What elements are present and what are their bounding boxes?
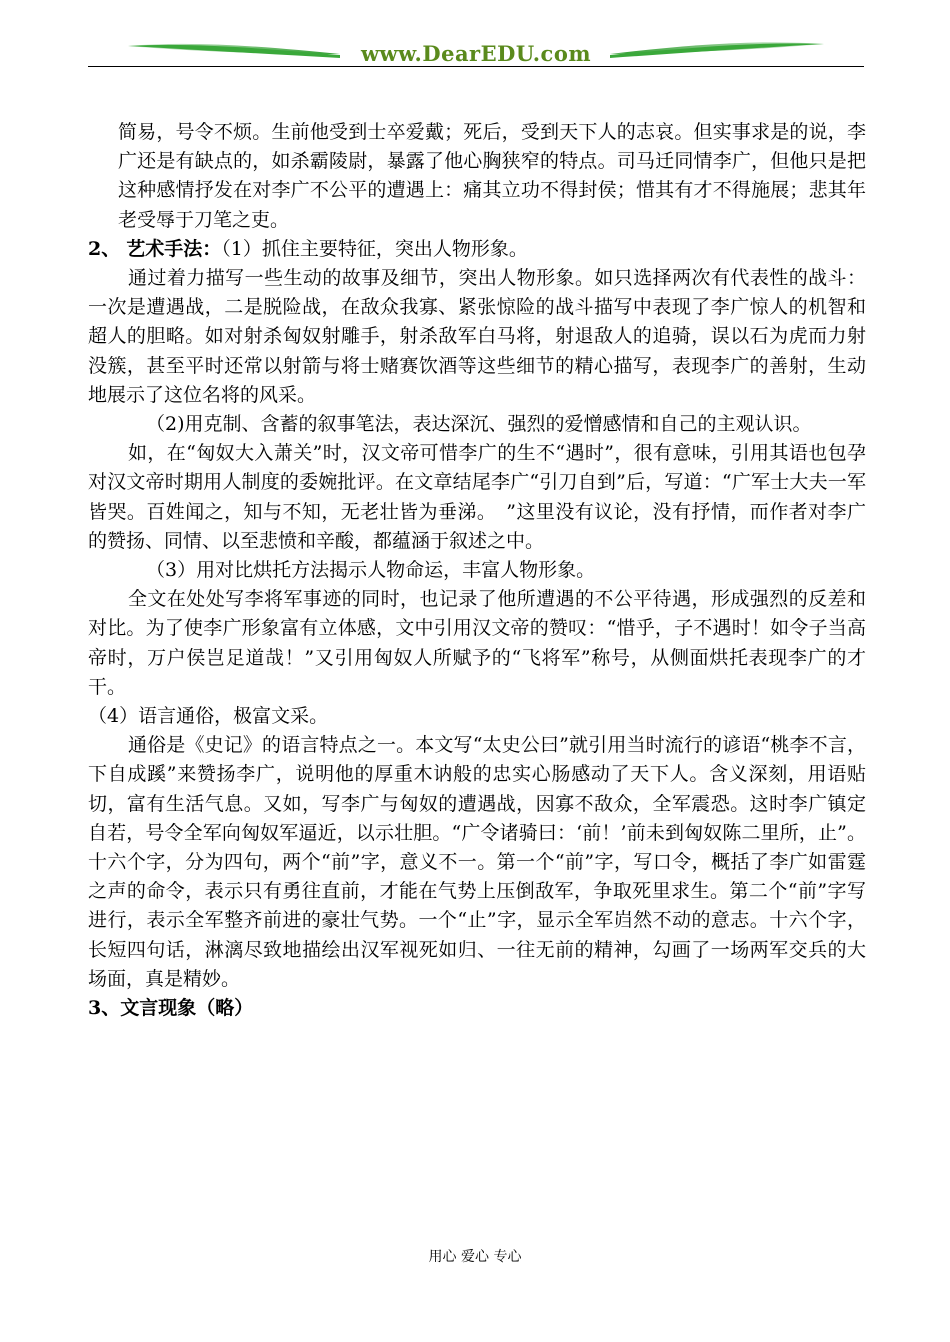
header-rule <box>88 66 864 67</box>
section-title: 艺术手法： <box>126 237 222 260</box>
section-heading-classical-language <box>88 994 866 1023</box>
point-2-label: （2)用克制、含蓄的叙事笔法，表达深沉、强烈的爱憎感情和自己的主观认识。 <box>146 413 812 436</box>
site-url: www.DearEDU.com <box>360 41 592 66</box>
paragraph-point-3: 全文在处处写李将军事迹的同时，也记录了他所遭遇的不公平待遇，形成强烈的反差和对比。为了使李广形象富有立体感，文中引用汉文帝的赞叹：“惜乎，子不遇时！如令子当高帝时，万户侯岂足道哉！”又引用匈奴人所赋予的“飞将军”称号，从侧面烘托表现李广的才干。 <box>88 588 866 698</box>
point-3-label: （3）用对比烘托方法揭示人物命运，丰富人物形象。 <box>146 559 596 582</box>
page-footer: 用心 爱心 专心 <box>428 1249 522 1265</box>
point-4-label: （4）语言通俗，极富文采。 <box>88 705 329 728</box>
point-1-label: （1）抓住主要特征，突出人物形象。 <box>221 237 528 260</box>
paragraph-point-2: 如，在“匈奴大入萧关”时，汉文帝可惜李广的生不“遇时”，很有意味，引用其语也包孕对汉文帝时期用人制度的委婉批评。在文章结尾李广“引刀自到”后，写道：“广军士大夫一军皆哭。百姓闻之，知与不知，无老壮皆为垂涕。 ”这里没有议论，没有抒情，而作者对李广的赞扬、同情、以至悲愤和辛酸，都蕴涵于叙述之中。 <box>88 442 866 552</box>
paragraph-point-1: 通过着力描写一些生动的故事及细节，突出人物形象。如只选择两次有代表性的战斗：一次是遭遇战，二是脱险战，在敌众我寡、紧张惊险的战斗描写中表现了李广惊人的机智和超人的胆略。如对射杀匈奴射雕手，射杀敌军白马将，射退敌人的追骑，误以石为虎而力射没簇，甚至平时还常以射箭与将士赌赛饮酒等这些细节的精心描写，表现李广的善射，生动地展示了这位名将的风采。 <box>88 267 866 406</box>
paragraph-li-guang-assessment: 简易，号令不烦。生前他受到士卒爱戴；死后，受到天下人的志哀。但实事求是的说，李广还是有缺点的，如杀霸陵尉，暴露了他心胸狭窄的特点。司马迁同情李广，但他只是把这种感情抒发在对李广不公平的遭遇上：痛其立功不得封侯；惜其有才不得施展；悲其年老受辱于刀笔之吏。 <box>118 121 866 231</box>
section-number: 2、 <box>88 237 121 260</box>
document-body <box>88 118 866 1023</box>
section-3-title: 3、文言现象（略） <box>88 997 254 1020</box>
paragraph-point-4: 通俗是《史记》的语言特点之一。本文写“太史公曰”就引用当时流行的谚语“桃李不言，下自成蹊”来赞扬李广，说明他的厚重木讷般的忠实心肠感动了天下人。含义深刻，用语贴切，富有生活气息。又如，写李广与匈奴的遭遇战，因寡不敌众，全军震恐。这时李广镇定自若，号令全军向匈奴军逼近，以示壮胆。“广令诸骑曰：‘前！’前未到匈奴陈二里所，止”。十六个字，分为四句，两个“前”字，意义不一。第一个“前”字，写口令，概括了李广如雷霆之声的命令，表示只有勇往直前，才能在气势上压倒敌军，争取死里求生。第二个“前”字写进行，表示全军整齐前进的豪壮气势。一个“止”字，显示全军岿然不动的意志。十六个字，长短四句话，淋漓尽致地描绘出汉军视死如归、一往无前的精神，勾画了一场两军交兵的大场面，真是精妙。 <box>88 734 866 990</box>
section-heading-art-technique <box>88 235 866 264</box>
